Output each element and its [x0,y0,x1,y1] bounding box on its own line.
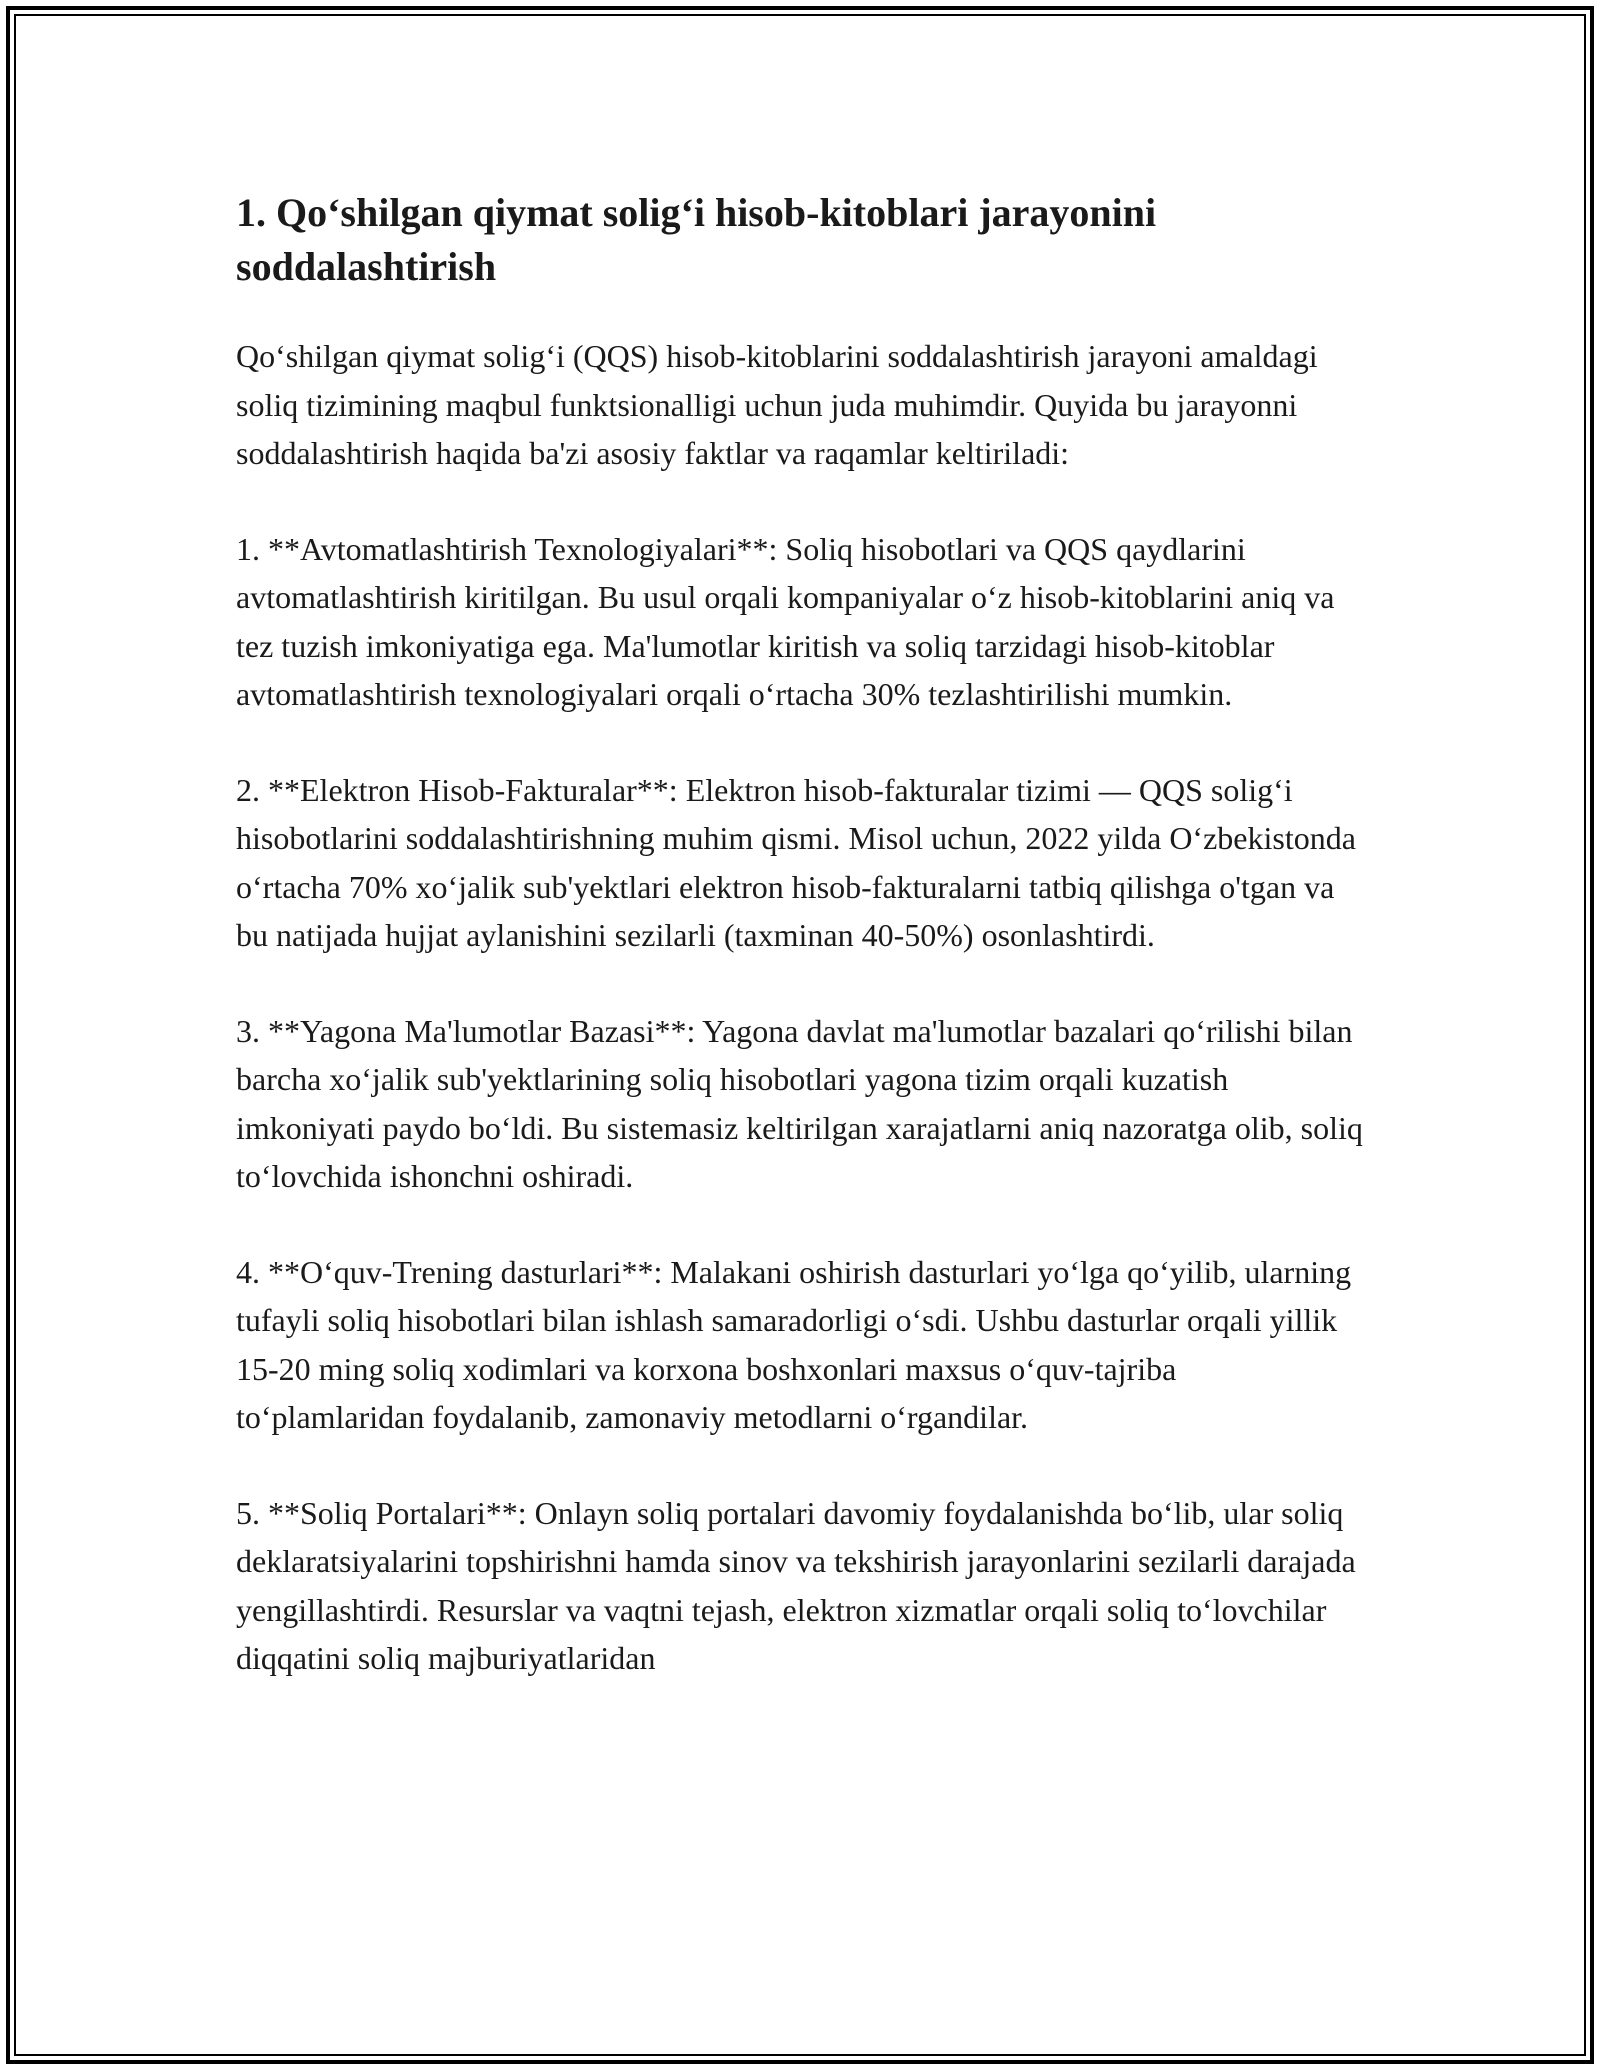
point-unified-database-paragraph: 3. **Yagona Ma'lumotlar Bazasi**: Yagona davlat ma'lumotlar bazalari qo‘rilishi bilan barcha xo‘jalik sub'yektlarining soliq hisobotlari yagona tizim orqali kuzatish imkoniyati paydo bo‘ldi. Bu sistemasiz keltirilgan xarajatlarni aniq nazoratga olib, soliq to‘lovchida ishonchni oshiradi. [236,1012,1363,1194]
document-body [236,186,1366,1730]
point-automation-paragraph: 1. **Avtomatlashtirish Texnologiyalari**: Soliq hisobotlari va QQS qaydlarini avtomatlashtirish kiritilgan. Bu usul orqali kompaniyalar o‘z hisob-kitoblarini aniq va tez tuzish imkoniyatiga ega. Ma'lumotlar kiritish va soliq tarzidagi hisob-kitoblar avtomatlashtirish texnologiyalari orqali o‘rtacha 30% tezlashtirilishi mumkin. [236,530,1335,712]
intro-paragraph: Qo‘shilgan qiymat solig‘i (QQS) hisob-kitoblarini soddalashtirish jarayoni amaldagi soliq tizimining maqbul funktsionalligi uchun juda muhimdir. Quyida bu jarayonni soddalashtirish haqida ba'zi asosiy faktlar va raqamlar keltiriladi: [236,338,1318,471]
point-training-paragraph: 4. **O‘quv-Trening dasturlari**: Malakani oshirish dasturlari yo‘lga qo‘yilib, ularning tufayli soliq hisobotlari bilan ishlash samaradorligi o‘sdi. Ushbu dasturlar orqali yillik 15-20 ming soliq xodimlari va korxona boshxonlari maxsus o‘quv-tajriba to‘plamlaridan foydalanib, zamonaviy metodlarni o‘rgandilar. [236,1253,1352,1435]
point-tax-portals-paragraph: 5. **Soliq Portalari**: Onlayn soliq portalari davomiy foydalanishda bo‘lib, ular soliq deklaratsiyalarini topshirishni hamda sinov va tekshirish jarayonlarini sezilarli darajada yengillashtirdi. Resurslar va vaqtni tejash, elektron xizmatlar orqali soliq to‘lovchilar diqqatini soliq majburiyatlaridan [236,1494,1356,1676]
point-e-invoices-paragraph: 2. **Elektron Hisob-Fakturalar**: Elektron hisob-fakturalar tizimi — QQS solig‘i hisobotlarini soddalashtirishning muhim qismi. Misol uchun, 2022 yilda O‘zbekistonda o‘rtacha 70% xo‘jalik sub'yektlari elektron hisob-fakturalarni tatbiq qilishga o'tgan va bu natijada hujjat aylanishini sezilarli (taxminan 40-50%) osonlashtirdi. [236,771,1356,953]
document-title: 1. Qo‘shilgan qiymat solig‘i hisob-kitoblari jarayonini soddalashtirish [236,190,1157,289]
